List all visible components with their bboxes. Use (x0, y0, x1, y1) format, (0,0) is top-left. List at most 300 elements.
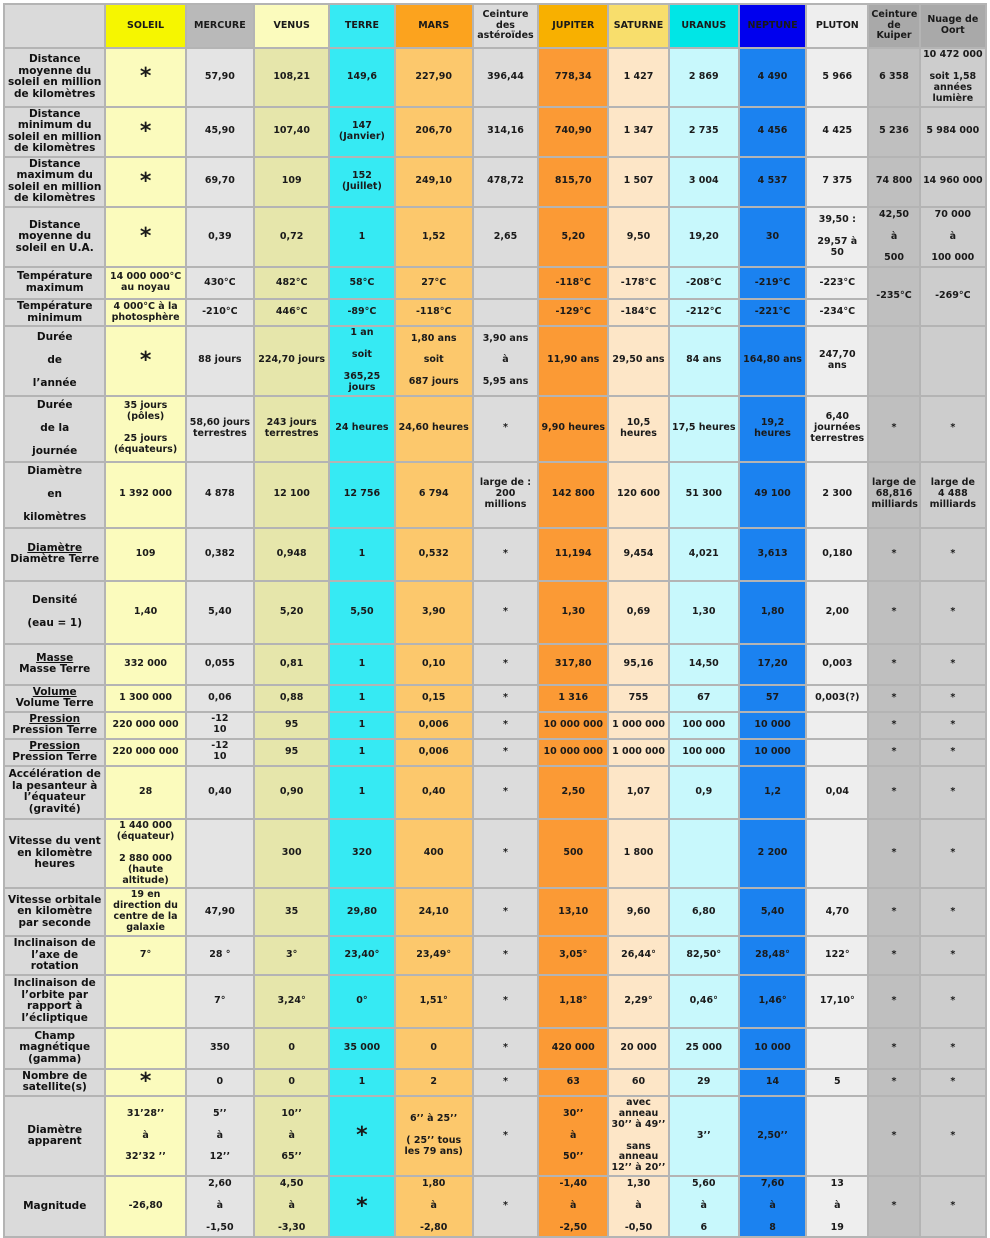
cell-soleil: 35 jours (pôles) 25 jours (équateurs) (106, 397, 184, 461)
table-row (5, 268, 985, 298)
table-row (5, 1029, 985, 1068)
cell-ceinture-kuiper: * (869, 713, 918, 738)
cell-neptune: 7,60 à 8 (740, 1177, 805, 1236)
row-header: Diamètre en kilomètres (5, 463, 104, 527)
cell-venus: 0 (255, 1029, 328, 1068)
cell-nuage-oort: 14 960 000 (921, 158, 985, 206)
cell-terre: 1 (330, 713, 393, 738)
cell-saturne: 10,5 heures (609, 397, 667, 461)
cell-saturne: 120 600 (609, 463, 667, 527)
cell-nuage-oort: * (921, 767, 985, 818)
row-header: Magnitude (5, 1177, 104, 1236)
table-row (5, 937, 985, 974)
cell-jupiter: 2,50 (539, 767, 607, 818)
cell-terre: 0° (330, 976, 393, 1027)
cell-pluton: 2 300 (807, 463, 867, 527)
cell-mercure: 7° (187, 976, 253, 1027)
cell-ceinture-asteroides: * (474, 1070, 537, 1095)
cell-terre: 29,80 (330, 889, 393, 935)
cell-terre: * (330, 1097, 393, 1175)
cell-saturne: 60 (609, 1070, 667, 1095)
cell-neptune: 1,46° (740, 976, 805, 1027)
cell-pluton: 17,10° (807, 976, 867, 1027)
cell-soleil: -26,80 (106, 1177, 184, 1236)
cell-jupiter: 740,90 (539, 108, 607, 156)
cell-saturne: 20 000 (609, 1029, 667, 1068)
cell-soleil: * (106, 208, 184, 266)
cell-ceinture-kuiper: large de 68,816 milliards (869, 463, 918, 527)
cell-ceinture-asteroides: * (474, 645, 537, 684)
cell-venus: 10’’ à 65’’ (255, 1097, 328, 1175)
header-corner (5, 5, 104, 47)
cell-pluton: 6,40 journées terrestres (807, 397, 867, 461)
cell-jupiter: 5,20 (539, 208, 607, 266)
cell-mercure: 0,40 (187, 767, 253, 818)
table-row (5, 889, 985, 935)
cell-saturne: avec anneau 30’’ à 49’’ sans anneau 12’’ à 20’’ (609, 1097, 667, 1175)
cell-soleil: 19 en direction du centre de la galaxie (106, 889, 184, 935)
cell-ceinture-kuiper: * (869, 976, 918, 1027)
cell-uranus: 100 000 (670, 713, 738, 738)
cell-jupiter: 815,70 (539, 158, 607, 206)
cell-ceinture-kuiper: * (869, 1029, 918, 1068)
cell-pluton: 7 375 (807, 158, 867, 206)
cell-saturne: 1 347 (609, 108, 667, 156)
cell-jupiter: -129°C (539, 300, 607, 325)
cell-ceinture-asteroides: * (474, 529, 537, 580)
cell-saturne: -178°C (609, 268, 667, 298)
cell-saturne: 1,30 à -0,50 (609, 1177, 667, 1236)
cell-mercure: 0,39 (187, 208, 253, 266)
cell-neptune: 14 (740, 1070, 805, 1095)
row-header: Distance minimum du soleil en million de kilomètres (5, 108, 104, 156)
table-row (5, 49, 985, 106)
cell-pluton: 247,70 ans (807, 327, 867, 395)
cell-pluton: 122° (807, 937, 867, 974)
cell-mercure: 5,40 (187, 582, 253, 643)
cell-pluton: 2,00 (807, 582, 867, 643)
cell-nuage-oort: * (921, 582, 985, 643)
cell-venus: 4,50 à -3,30 (255, 1177, 328, 1236)
cell-venus: 5,20 (255, 582, 328, 643)
cell-venus: 35 (255, 889, 328, 935)
cell-nuage-oort: * (921, 820, 985, 888)
cell-uranus: 82,50° (670, 937, 738, 974)
table-row (5, 529, 985, 580)
col-header-mercure: MERCURE (187, 5, 253, 47)
cell-soleil: 1 392 000 (106, 463, 184, 527)
cell-nuage-oort: * (921, 1177, 985, 1236)
cell-jupiter: 11,90 ans (539, 327, 607, 395)
cell-soleil: 4 000°C à la photosphère (106, 300, 184, 325)
cell-mars: 1,80 ans soit 687 jours (396, 327, 472, 395)
cell-jupiter: 317,80 (539, 645, 607, 684)
cell-saturne: -184°C (609, 300, 667, 325)
row-header-denominator: Diamètre Terre (10, 553, 100, 566)
cell-soleil: * (106, 327, 184, 395)
cell-ceinture-asteroides: * (474, 582, 537, 643)
cell-nuage-oort: * (921, 976, 985, 1027)
cell-terre: 23,40° (330, 937, 393, 974)
row-header: Vitesse orbitale en kilomètre par seconde (5, 889, 104, 935)
cell-jupiter: 9,90 heures (539, 397, 607, 461)
cell-nuage-oort: * (921, 645, 985, 684)
cell-ceinture-kuiper: * (869, 686, 918, 711)
cell-nuage-oort: large de 4 488 milliards (921, 463, 985, 527)
cell-pluton (807, 1097, 867, 1175)
cell-ceinture-kuiper: * (869, 1070, 918, 1095)
cell-neptune: -219°C (740, 268, 805, 298)
cell-ceinture-kuiper: -235°C (869, 268, 918, 325)
cell-ceinture-asteroides: * (474, 889, 537, 935)
table-row (5, 713, 985, 738)
cell-ceinture-kuiper: 42,50 à 500 (869, 208, 918, 266)
cell-neptune: 4 456 (740, 108, 805, 156)
cell-soleil: * (106, 49, 184, 106)
cell-ceinture-asteroides (474, 268, 537, 298)
cell-mercure: 0,055 (187, 645, 253, 684)
cell-saturne: 2,29° (609, 976, 667, 1027)
cell-mercure: 0,06 (187, 686, 253, 711)
cell-ceinture-asteroides: * (474, 1097, 537, 1175)
cell-neptune: 19,2 heures (740, 397, 805, 461)
cell-mars: -118°C (396, 300, 472, 325)
row-header-denominator: Pression Terre (12, 751, 98, 764)
cell-ceinture-asteroides: * (474, 397, 537, 461)
cell-soleil: 28 (106, 767, 184, 818)
cell-jupiter: 10 000 000 (539, 713, 607, 738)
cell-saturne: 9,454 (609, 529, 667, 580)
cell-soleil: 109 (106, 529, 184, 580)
cell-neptune: 10 000 (740, 713, 805, 738)
table-row (5, 740, 985, 765)
cell-mars: 0,006 (396, 740, 472, 765)
cell-nuage-oort: * (921, 529, 985, 580)
row-header: Nombre de satellite(s) (5, 1070, 104, 1095)
cell-venus: 0,90 (255, 767, 328, 818)
cell-ceinture-kuiper: * (869, 889, 918, 935)
row-header (5, 740, 104, 765)
cell-mars: 6 794 (396, 463, 472, 527)
cell-soleil (106, 976, 184, 1027)
cell-mercure: 28 ° (187, 937, 253, 974)
cell-ceinture-kuiper: * (869, 1177, 918, 1236)
cell-ceinture-kuiper: * (869, 582, 918, 643)
cell-ceinture-kuiper: * (869, 740, 918, 765)
cell-ceinture-asteroides: 2,65 (474, 208, 537, 266)
cell-pluton: 0,180 (807, 529, 867, 580)
row-header: Distance moyenne du soleil en U.A. (5, 208, 104, 266)
row-header-numerator: Pression (29, 739, 81, 752)
cell-mars: 206,70 (396, 108, 472, 156)
cell-uranus: 14,50 (670, 645, 738, 684)
cell-mars: 23,49° (396, 937, 472, 974)
cell-nuage-oort: 10 472 000 soit 1,58 années lumière (921, 49, 985, 106)
col-header-ceinture-kuiper: Ceinture de Kuiper (869, 5, 918, 47)
table-row (5, 397, 985, 461)
table-row (5, 108, 985, 156)
cell-neptune: 5,40 (740, 889, 805, 935)
cell-jupiter: -1,40 à -2,50 (539, 1177, 607, 1236)
cell-soleil: 220 000 000 (106, 740, 184, 765)
cell-ceinture-kuiper: 74 800 (869, 158, 918, 206)
cell-neptune: 2,50’’ (740, 1097, 805, 1175)
cell-uranus: 19,20 (670, 208, 738, 266)
cell-ceinture-kuiper: 6 358 (869, 49, 918, 106)
cell-uranus: 4,021 (670, 529, 738, 580)
cell-soleil: * (106, 108, 184, 156)
cell-venus: 224,70 jours (255, 327, 328, 395)
row-header (5, 645, 104, 684)
cell-uranus: 6,80 (670, 889, 738, 935)
cell-terre: 149,6 (330, 49, 393, 106)
cell-jupiter: 13,10 (539, 889, 607, 935)
cell-mars: 1,51° (396, 976, 472, 1027)
table-row (5, 463, 985, 527)
cell-uranus: 0,9 (670, 767, 738, 818)
cell-jupiter: 778,34 (539, 49, 607, 106)
cell-mercure: 69,70 (187, 158, 253, 206)
row-header-denominator: Pression Terre (12, 724, 98, 737)
cell-uranus: 29 (670, 1070, 738, 1095)
cell-mercure: 4 878 (187, 463, 253, 527)
cell-ceinture-asteroides: 478,72 (474, 158, 537, 206)
cell-soleil: 31’28’’ à 32’32 ’’ (106, 1097, 184, 1175)
row-header: Densité (eau = 1) (5, 582, 104, 643)
cell-ceinture-asteroides: * (474, 1029, 537, 1068)
cell-soleil: 1 440 000 (équateur) 2 880 000 (haute altitude) (106, 820, 184, 888)
cell-mercure: 0,382 (187, 529, 253, 580)
col-header-saturne: SATURNE (609, 5, 667, 47)
cell-soleil: 1,40 (106, 582, 184, 643)
cell-neptune: 30 (740, 208, 805, 266)
table-row (5, 208, 985, 266)
cell-terre: 1 (330, 529, 393, 580)
cell-venus: 0,88 (255, 686, 328, 711)
cell-venus: 95 (255, 713, 328, 738)
col-header-pluton: PLUTON (807, 5, 867, 47)
cell-soleil: 1 300 000 (106, 686, 184, 711)
cell-saturne: 9,60 (609, 889, 667, 935)
cell-uranus: 0,46° (670, 976, 738, 1027)
table-row (5, 327, 985, 395)
cell-terre: 1 (330, 208, 393, 266)
cell-ceinture-asteroides: * (474, 767, 537, 818)
cell-pluton: 4,70 (807, 889, 867, 935)
cell-mars: 0,40 (396, 767, 472, 818)
cell-ceinture-asteroides: * (474, 740, 537, 765)
col-header-mars: MARS (396, 5, 472, 47)
cell-jupiter: 30’’ à 50’’ (539, 1097, 607, 1175)
cell-mercure: 45,90 (187, 108, 253, 156)
row-header-numerator: Pression (29, 712, 81, 725)
cell-neptune: 28,48° (740, 937, 805, 974)
cell-jupiter: 142 800 (539, 463, 607, 527)
cell-venus: 0 (255, 1070, 328, 1095)
cell-saturne: 0,69 (609, 582, 667, 643)
cell-ceinture-asteroides: * (474, 976, 537, 1027)
row-header: Distance maximum du soleil en million de kilomètres (5, 158, 104, 206)
cell-saturne: 1 000 000 (609, 713, 667, 738)
cell-ceinture-asteroides: * (474, 820, 537, 888)
cell-soleil: * (106, 158, 184, 206)
row-header (5, 529, 104, 580)
cell-terre: 5,50 (330, 582, 393, 643)
cell-neptune: -221°C (740, 300, 805, 325)
row-header: Durée de la journée (5, 397, 104, 461)
cell-mars: 1,80 à -2,80 (396, 1177, 472, 1236)
cell-uranus: 5,60 à 6 (670, 1177, 738, 1236)
cell-mars: 24,60 heures (396, 397, 472, 461)
cell-mercure: -12 10 (187, 713, 253, 738)
cell-mercure: 0 (187, 1070, 253, 1095)
cell-saturne: 755 (609, 686, 667, 711)
cell-neptune: 2 200 (740, 820, 805, 888)
cell-ceinture-asteroides: 396,44 (474, 49, 537, 106)
col-header-neptune: NEPTUNE (740, 5, 805, 47)
table-row (5, 300, 985, 325)
cell-saturne: 1 427 (609, 49, 667, 106)
cell-uranus: 3 004 (670, 158, 738, 206)
cell-venus: 482°C (255, 268, 328, 298)
cell-ceinture-kuiper: * (869, 937, 918, 974)
table-row (5, 767, 985, 818)
cell-venus: 446°C (255, 300, 328, 325)
cell-uranus: 2 869 (670, 49, 738, 106)
cell-ceinture-kuiper: * (869, 529, 918, 580)
cell-saturne: 9,50 (609, 208, 667, 266)
cell-nuage-oort: * (921, 937, 985, 974)
cell-soleil: 14 000 000°C au noyau (106, 268, 184, 298)
cell-ceinture-asteroides: * (474, 686, 537, 711)
cell-mars: 0,532 (396, 529, 472, 580)
cell-pluton (807, 820, 867, 888)
cell-mars: 0 (396, 1029, 472, 1068)
cell-uranus: -208°C (670, 268, 738, 298)
cell-jupiter: 1,18° (539, 976, 607, 1027)
cell-soleil: 220 000 000 (106, 713, 184, 738)
cell-soleil: * (106, 1070, 184, 1095)
cell-terre: * (330, 1177, 393, 1236)
cell-mercure: 47,90 (187, 889, 253, 935)
row-header-numerator: Masse (36, 651, 74, 664)
cell-soleil (106, 1029, 184, 1068)
cell-neptune: 57 (740, 686, 805, 711)
cell-pluton: -223°C (807, 268, 867, 298)
cell-jupiter: 63 (539, 1070, 607, 1095)
cell-ceinture-kuiper (869, 327, 918, 395)
row-header (5, 713, 104, 738)
cell-ceinture-kuiper: * (869, 397, 918, 461)
row-header: Diamètre apparent (5, 1097, 104, 1175)
col-header-soleil: SOLEIL (106, 5, 184, 47)
cell-neptune: 1,2 (740, 767, 805, 818)
cell-nuage-oort: 70 000 à 100 000 (921, 208, 985, 266)
cell-neptune: 3,613 (740, 529, 805, 580)
cell-ceinture-kuiper: * (869, 820, 918, 888)
cell-jupiter: 500 (539, 820, 607, 888)
cell-terre: 152 (Juillet) (330, 158, 393, 206)
cell-ceinture-asteroides: * (474, 713, 537, 738)
cell-venus: 3° (255, 937, 328, 974)
cell-soleil: 7° (106, 937, 184, 974)
cell-ceinture-kuiper: * (869, 767, 918, 818)
cell-mars: 400 (396, 820, 472, 888)
cell-uranus: 51 300 (670, 463, 738, 527)
cell-uranus (670, 820, 738, 888)
row-header-denominator: Volume Terre (15, 697, 94, 710)
col-header-terre: TERRE (330, 5, 393, 47)
cell-jupiter: 10 000 000 (539, 740, 607, 765)
cell-jupiter: 420 000 (539, 1029, 607, 1068)
row-header: Température maximum (5, 268, 104, 298)
cell-nuage-oort: * (921, 740, 985, 765)
cell-uranus: 3’’ (670, 1097, 738, 1175)
cell-saturne: 29,50 ans (609, 327, 667, 395)
table-row (5, 582, 985, 643)
cell-ceinture-asteroides: 3,90 ans à 5,95 ans (474, 327, 537, 395)
cell-saturne: 1 800 (609, 820, 667, 888)
cell-mars: 24,10 (396, 889, 472, 935)
cell-pluton: 0,04 (807, 767, 867, 818)
cell-mercure: 88 jours (187, 327, 253, 395)
cell-nuage-oort: 5 984 000 (921, 108, 985, 156)
cell-pluton (807, 1029, 867, 1068)
cell-saturne: 1,07 (609, 767, 667, 818)
cell-uranus: 84 ans (670, 327, 738, 395)
col-header-ceinture-asteroides: Ceinture des astéroïdes (474, 5, 537, 47)
cell-jupiter: 3,05° (539, 937, 607, 974)
cell-venus: 108,21 (255, 49, 328, 106)
cell-terre: 1 (330, 767, 393, 818)
row-header: Distance moyenne du soleil en million de kilomètres (5, 49, 104, 106)
cell-nuage-oort: * (921, 686, 985, 711)
cell-pluton (807, 713, 867, 738)
cell-nuage-oort (921, 327, 985, 395)
col-header-jupiter: JUPITER (539, 5, 607, 47)
cell-nuage-oort: -269°C (921, 268, 985, 325)
cell-mercure: 57,90 (187, 49, 253, 106)
cell-venus: 3,24° (255, 976, 328, 1027)
row-header: Durée de l’année (5, 327, 104, 395)
cell-mercure: 58,60 jours terrestres (187, 397, 253, 461)
row-header: Accélération de la pesanteur à l’équateur (gravité) (5, 767, 104, 818)
cell-mars: 227,90 (396, 49, 472, 106)
row-header-numerator: Diamètre (27, 541, 83, 554)
table-row (5, 1177, 985, 1236)
row-header: Vitesse du vent en kilomètre heures (5, 820, 104, 888)
cell-mercure: 350 (187, 1029, 253, 1068)
table-row (5, 1070, 985, 1095)
cell-ceinture-kuiper: * (869, 645, 918, 684)
row-header-denominator: Masse Terre (19, 663, 91, 676)
cell-mars: 3,90 (396, 582, 472, 643)
cell-venus: 12 100 (255, 463, 328, 527)
row-header: Inclinaison de l’axe de rotation (5, 937, 104, 974)
cell-nuage-oort: * (921, 889, 985, 935)
cell-venus: 300 (255, 820, 328, 888)
cell-terre: 1 (330, 1070, 393, 1095)
cell-neptune: 4 490 (740, 49, 805, 106)
cell-mercure: -210°C (187, 300, 253, 325)
cell-pluton: 5 (807, 1070, 867, 1095)
cell-nuage-oort: * (921, 1029, 985, 1068)
cell-ceinture-kuiper: * (869, 1097, 918, 1175)
cell-pluton: 5 966 (807, 49, 867, 106)
cell-jupiter: 1,30 (539, 582, 607, 643)
cell-uranus: -212°C (670, 300, 738, 325)
cell-terre: 12 756 (330, 463, 393, 527)
